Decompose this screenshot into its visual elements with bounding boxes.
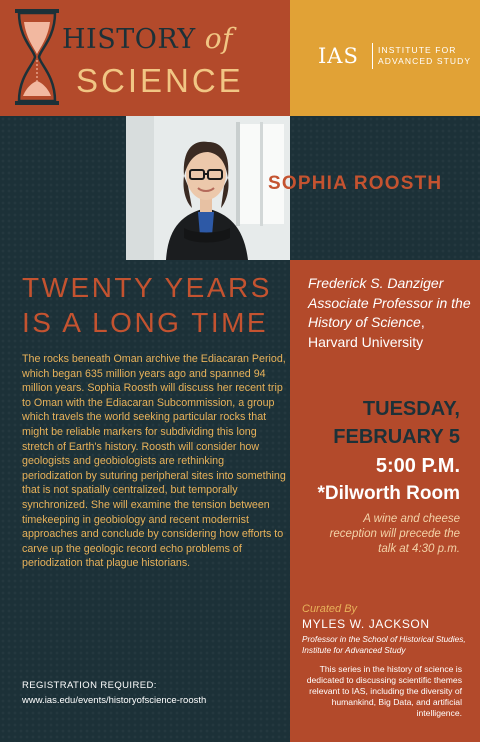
registration-label: REGISTRATION REQUIRED:: [22, 680, 157, 691]
speaker-position: Frederick S. Danziger Associate Professor in the History of Science: [308, 275, 471, 330]
series-title: [62, 22, 233, 55]
institute-banner: [290, 0, 480, 116]
series-title-of: of: [204, 22, 234, 55]
event-day: TUESDAY,: [362, 398, 460, 420]
series-description: This series in the history of science is dedicated to discussing scientific themes relevant to IAS, including the diversity of humankind, Big Data, and artificial intelligence.: [306, 664, 462, 718]
speaker-name: SOPHIA ROOSTH: [268, 173, 443, 194]
registration-link[interactable]: www.ias.edu/events/historyofscience-roosth: [22, 695, 207, 706]
reception-note: A wine and cheese reception will precede the talk at 4:30 p.m.: [329, 513, 460, 555]
curator-title: Professor in the School of Historical Studies, Institute for Advanced Study: [302, 634, 466, 655]
ias-logo: IAS: [318, 44, 359, 68]
event-location: *Dilworth Room: [317, 483, 460, 504]
event-time: 5:00 P.M.: [375, 455, 460, 477]
speaker-institution: , Harvard University: [308, 314, 425, 350]
event-date: FEBRUARY 5: [333, 426, 460, 448]
institute-name: [378, 45, 471, 67]
photo-band-left: [0, 116, 126, 260]
hourglass-icon: [14, 8, 60, 106]
logo-divider: [372, 43, 373, 69]
talk-abstract: The rocks beneath Oman archive the Ediacaran Period, which began 635 million years ago and spanned 94 million years. Sophia Roosth will discuss her recent trip to Oman with the Ediacaran Subcommission, a group which travels the world seeking particular rocks that might be reliable markers for subdividing this long stretch of Earth's history. Roosth will consider how geologists and geobiologists are rethinking periodization by suturing peripheral sites into something that is not spatially centralized, but temporally synchronized. She will examine the tension between timekeeping in geobiology and recent modernist approaches and conclude by considering how efforts to carve up the geologic record echo problems of periodization that plague historians.: [22, 353, 286, 570]
speaker-portrait: [126, 116, 290, 260]
talk-title-line1: TWENTY YEARS: [22, 272, 272, 303]
series-title-history: HISTORY: [62, 24, 196, 55]
institute-name-line2: ADVANCED STUDY: [378, 56, 472, 66]
curated-by-label: Curated By: [302, 603, 358, 615]
institute-name-line1: INSTITUTE FOR: [378, 45, 457, 55]
talk-title-line2: IS A LONG TIME: [22, 307, 269, 338]
speaker-affiliation: [308, 274, 472, 352]
series-subtitle: SCIENCE: [76, 62, 244, 99]
curator-name: MYLES W. JACKSON: [302, 617, 430, 631]
